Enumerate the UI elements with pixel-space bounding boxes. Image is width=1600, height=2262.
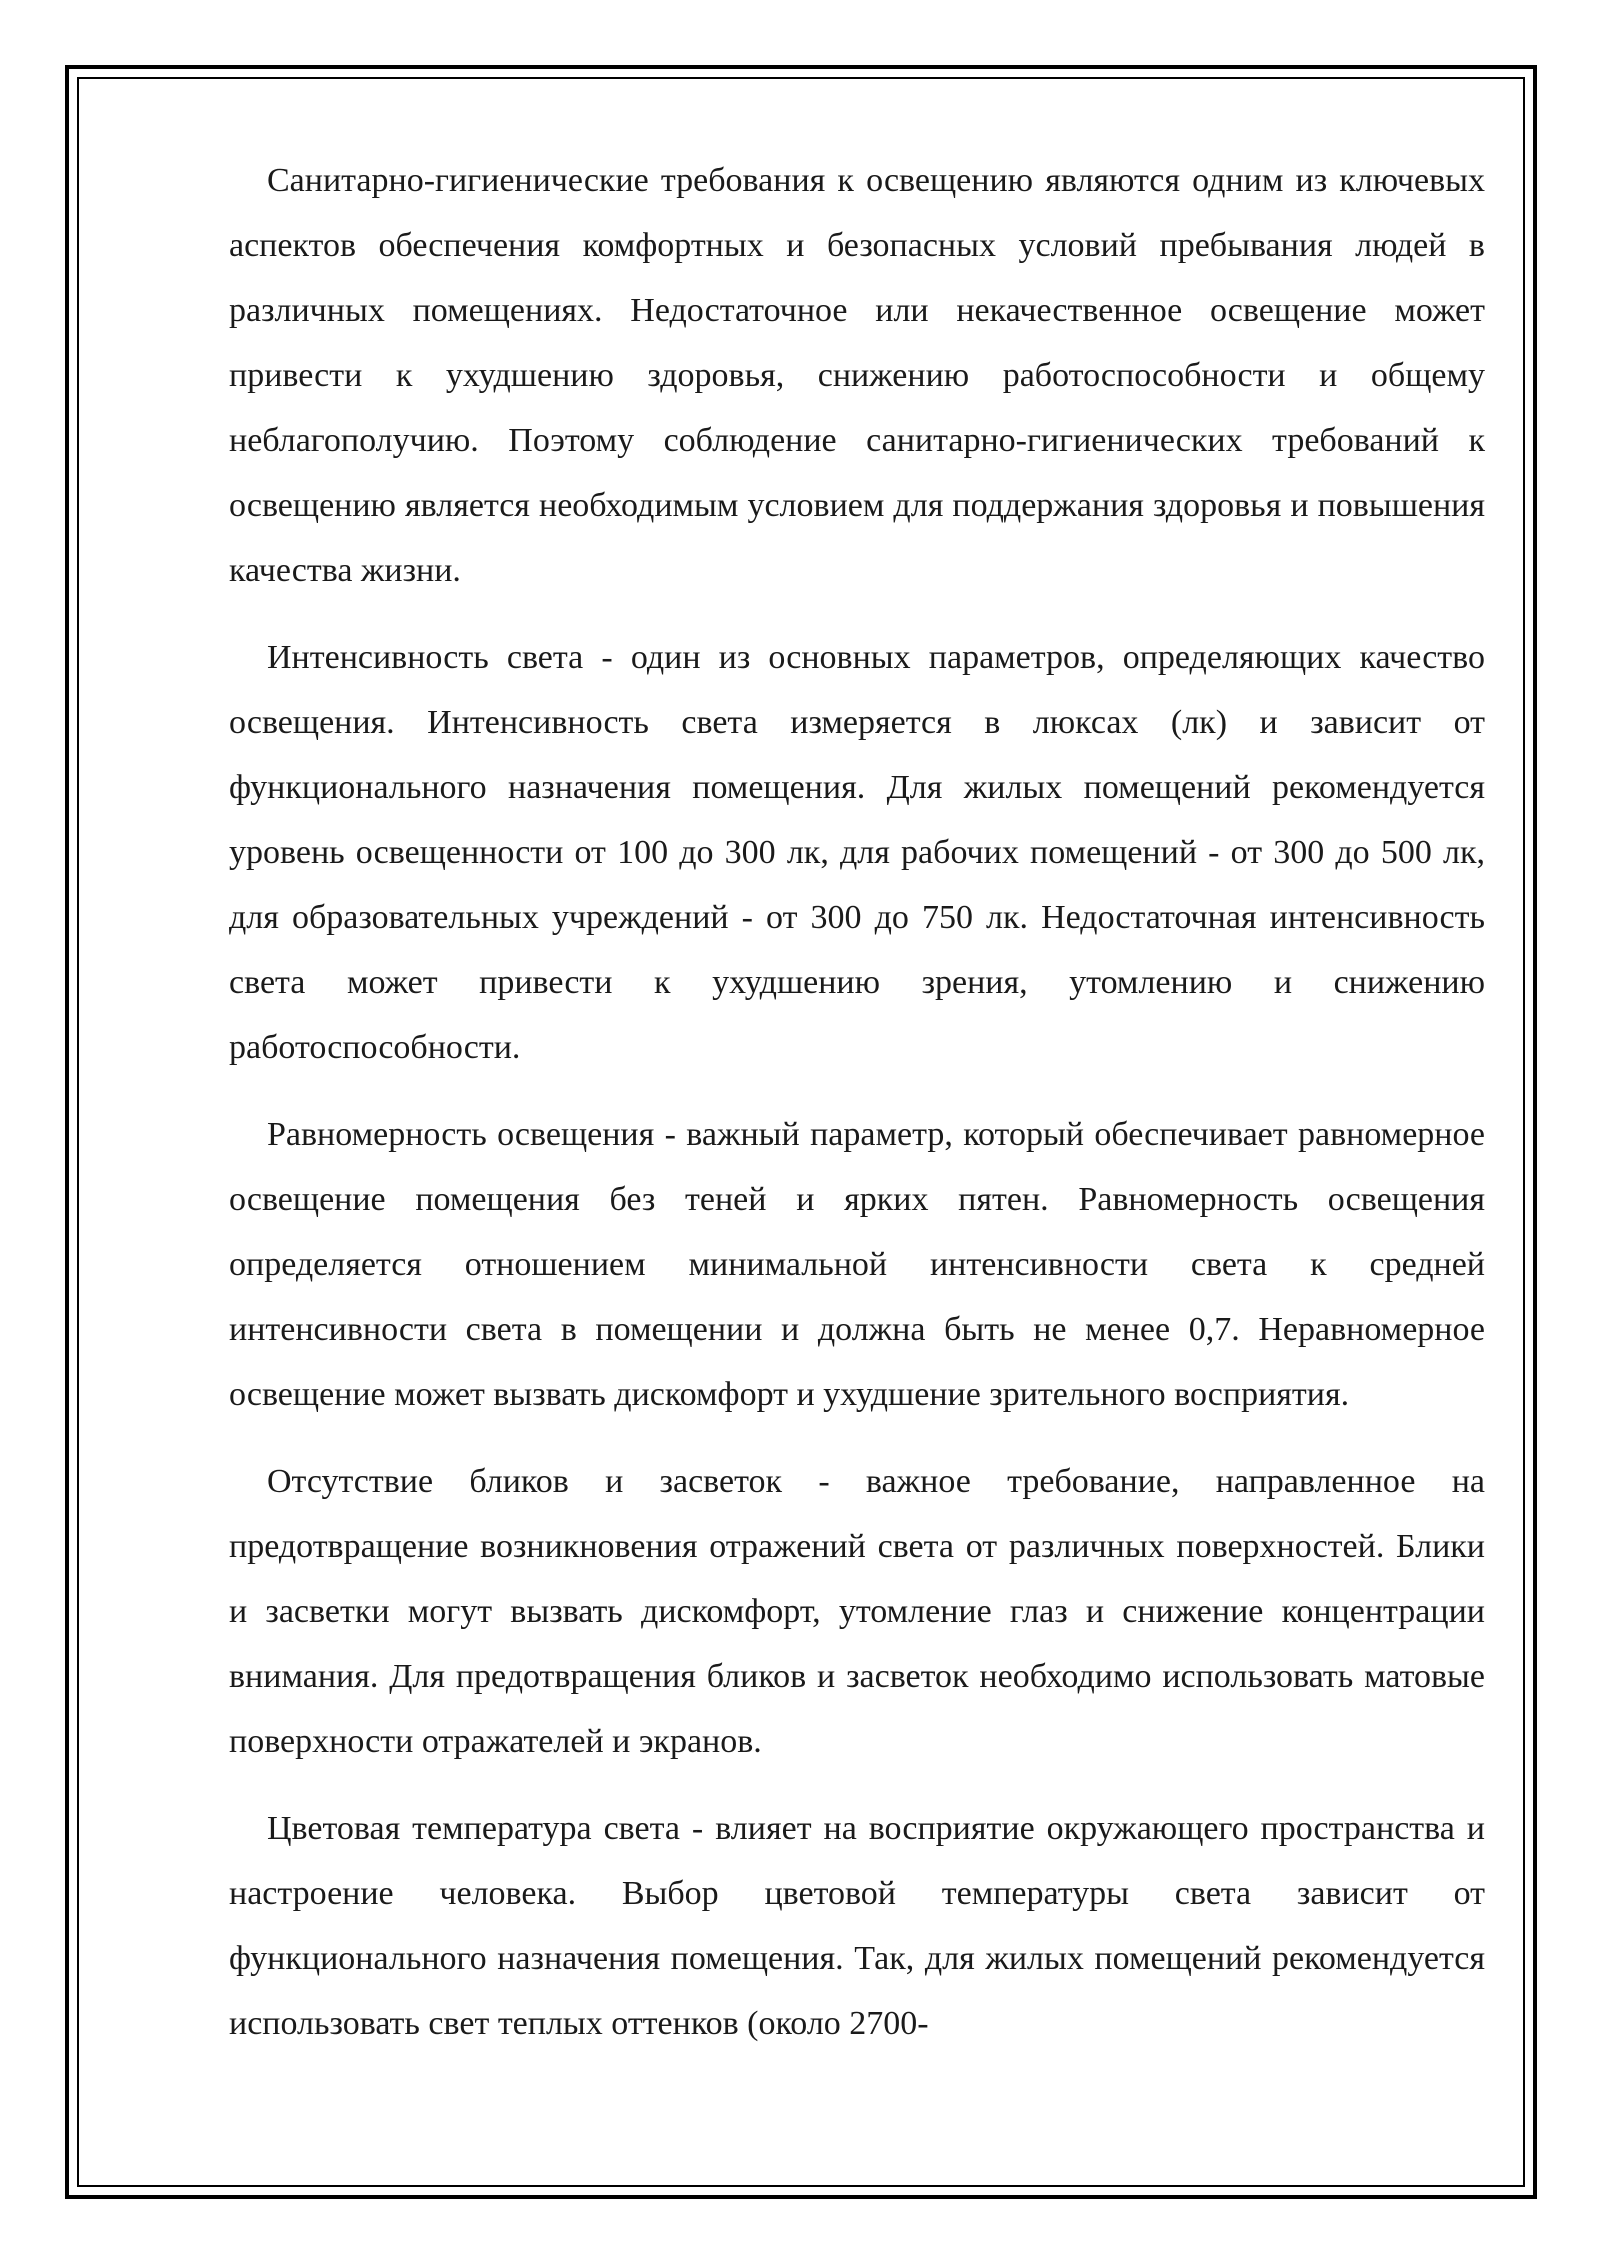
paragraph-color-temperature: Цветовая температура света - влияет на восприятие окружающего пространства и настроение человека. Выбор цветовой температуры света зависит от функционального назначения помещения. Так, для жилых помещений рекомендуется использовать свет теплых оттенков (около 2700- [229, 1810, 1485, 2042]
document-body [229, 148, 1485, 2078]
paragraph-uniformity: Равномерность освещения - важный параметр, который обеспечивает равномерное освещение помещения без теней и ярких пятен. Равномерность освещения определяется отношением минимальной интенсивности света к средней интенсивности света в помещении и должна быть не менее 0,7. Неравномерное освещение может вызвать дискомфорт и ухудшение зрительного восприятия. [229, 1116, 1485, 1413]
paragraph-light-intensity: Интенсивность света - один из основных параметров, определяющих качество освещения. Интенсивность света измеряется в люксах (лк) и зависит от функционального назначения помещения. Для жилых помещений рекомендуется уровень освещенности от 100 до 300 лк, для рабочих помещений - от 300 до 500 лк, для образовательных учреждений - от 300 до 750 лк. Недостаточная интенсивность света может привести к ухудшению зрения, утомлению и снижению работоспособности. [229, 639, 1485, 1066]
paragraph-intro: Санитарно-гигиенические требования к освещению являются одним из ключевых аспектов обеспечения комфортных и безопасных условий пребывания людей в различных помещениях. Недостаточное или некачественное освещение может привести к ухудшению здоровья, снижению работоспособности и общему неблагополучию. Поэтому соблюдение санитарно-гигиенических требований к освещению является необходимым условием для поддержания здоровья и повышения качества жизни. [229, 162, 1485, 589]
paragraph-glare: Отсутствие бликов и засветок - важное требование, направленное на предотвращение возникновения отражений света от различных поверхностей. Блики и засветки могут вызвать дискомфорт, утомление глаз и снижение концентрации внимания. Для предотвращения бликов и засветок необходимо использовать матовые поверхности отражателей и экранов. [229, 1463, 1485, 1760]
